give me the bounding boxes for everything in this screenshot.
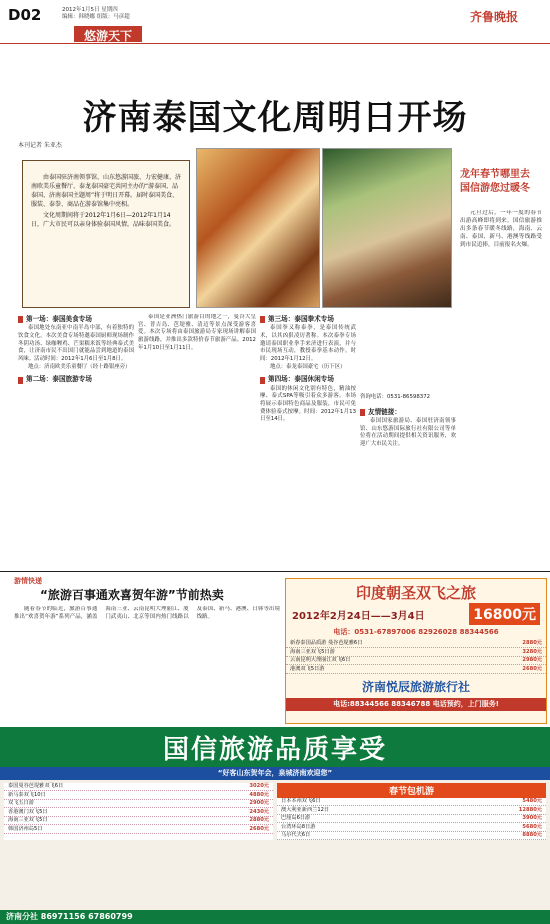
- friendly-link-heading: [360, 408, 456, 417]
- route-row: [4, 825, 273, 834]
- route-price: 5480元: [522, 798, 542, 805]
- route-row: [286, 657, 546, 666]
- route-name: 新春泰国品质游 曼谷芭堤雅6日: [290, 640, 363, 647]
- article-col-4: [360, 314, 456, 568]
- route-price: 3280元: [522, 648, 542, 655]
- route-price: 2900元: [249, 800, 269, 807]
- section-heading-3-label: 第三场：泰国拳术专场: [268, 315, 334, 323]
- route-price: 2980元: [522, 657, 542, 664]
- side-headline: 龙年春节哪里去 国信游您过暖冬: [460, 169, 530, 194]
- section-heading-1: [18, 315, 134, 324]
- route-price: 2680元: [249, 825, 269, 832]
- side-column: [460, 210, 542, 568]
- route-name: 双飞五日游: [8, 800, 34, 807]
- ad2-title: 国信旅游品质享受: [162, 734, 387, 765]
- travel-text: [14, 606, 280, 722]
- route-price: 5680元: [522, 823, 542, 830]
- route-row: [4, 800, 273, 809]
- article-headline: 济南泰国文化周明日开场: [82, 98, 468, 138]
- section-heading-2-label: 第二场：泰国旅游专场: [26, 375, 92, 384]
- section-title: 悠游天下: [74, 26, 142, 42]
- route-name: 云南昆明大理丽江双飞6日: [290, 657, 351, 664]
- heading-marker: [260, 377, 265, 384]
- page-meta: [62, 7, 130, 21]
- section-1-text: 泰国地处东南亚中南半岛中部，有着独特的饮食文化。本次美食专场特邀泰国厨师现场制作冬阴功汤、绿咖喱鸡、芒果糯米饭等经典泰式美食，让济南市民不出国门就能品尝到地道的泰国风味。活动时间：2012年1月6日至1月8日。: [18, 325, 134, 363]
- lead-text: 由泰国驻济南领事馆、山东悠游国旅、力宏健康、济南欧美乐童餐厅、泰龙泰国豪宅共同主办的“游泰国、品泰国、济南泰国主题周”将于明日开幕。届时泰国美食、服装、泰拳、商品在游泰馆集中亮相。: [31, 174, 182, 208]
- section-2-text: 泰国是亚洲热门旅游目的地之一，曼谷大皇宫、普吉岛、芭堤雅、清迈等景点深受游客喜爱。本次专场将由泰国旅游局专家现场讲解泰国旅游线路，并推出多款特价春节旅游产品。2012年1月10日至1月11日。: [138, 314, 256, 351]
- ad1-agency: 济南悦辰旅游旅行社: [361, 679, 470, 694]
- section-3-address: 地点：泰龙泰国豪宅（历下区）: [270, 363, 346, 370]
- route-row: [4, 791, 273, 800]
- food-photo: [196, 148, 320, 308]
- ad1-price: 16800元: [469, 603, 540, 625]
- friendly-link-label: 友情链接：: [368, 407, 401, 416]
- section-4-text: 泰国的休闲文化别有特色，精油按摩、泰式SPA等吸引着众多游客。本场将展示泰国特色商品及服装，市民可免费体验泰式按摩。时间：2012年1月13日至14日。: [260, 385, 356, 423]
- side-text: 元旦过后，一年一度的春节出游高峰即将到来。国信旅游推出多条春节暖冬线路，海南、云南、泰国、新马、港澳等线路受到市民追捧，目前报名火爆。: [460, 210, 542, 248]
- route-name: 泰国曼谷芭堤雅双飞6日: [8, 783, 64, 790]
- route-name: 港澳双飞5日游: [290, 665, 325, 672]
- route-price: 2680元: [522, 665, 542, 672]
- route-row: [286, 665, 546, 674]
- friendly-link-text: 泰国国家旅游局、泰国驻济南领事馆、山东悠游国际旅行社有限公司等单位将在活动期间提供相关资讯服务，欢迎广大市民关注。: [360, 418, 456, 448]
- ad2-left-list: [4, 783, 273, 841]
- section-divider: [0, 571, 550, 572]
- heading-marker: [360, 409, 365, 416]
- section-heading-4-label: 第四场：泰国休闲专场: [268, 375, 334, 384]
- ad1-dates: 2012年2月24日——3月4日: [292, 610, 425, 622]
- route-name: 海南三亚双飞5日游: [290, 648, 335, 655]
- route-row: [277, 806, 546, 815]
- section-heading-2: [18, 375, 134, 384]
- route-name: 海南三亚双飞5日: [8, 817, 48, 824]
- article-col-2: [138, 314, 256, 568]
- route-name: 台湾环岛8日游: [281, 823, 316, 830]
- ad2-bottom-phone: 济南分社 86971156 67860799: [0, 910, 550, 924]
- article-col-3: [260, 314, 356, 568]
- ad1-route-list: [286, 640, 546, 674]
- article-byline: 本刊记者 朱亚杰: [18, 142, 62, 149]
- route-price: 2430元: [249, 808, 269, 815]
- route-name: 香港澳门双飞5日: [8, 808, 48, 815]
- lead-text-2: 文化周期间将于2012年1月6日—2012年1月14日，广大市民可以亲身体验泰国风情，品味泰国美食。: [31, 212, 176, 228]
- ad1-title: 印度朝圣双飞之旅: [355, 584, 476, 602]
- muay-thai-photo: [322, 148, 452, 308]
- route-price: 2880元: [522, 640, 542, 647]
- route-name: 新马泰双飞10日: [8, 791, 46, 798]
- route-name: 韩国济州岛5日: [8, 825, 43, 832]
- ad1-date-row: [286, 603, 546, 625]
- route-price: 3900元: [522, 815, 542, 822]
- section-3-text: 泰国拳又称泰拳，是泰国传统武术，以其凶狠凌厉著称。本次泰拳专场邀请泰国职业拳手来济进行表演，并与市民现场互动，教授泰拳基本动作。时间：2012年1月12日。: [260, 325, 356, 363]
- newspaper-logo: 齐鲁晚报: [470, 10, 519, 24]
- section-heading-4: [260, 375, 356, 384]
- section-heading-1-label: 第一场：泰国美食专场: [26, 315, 92, 323]
- ad2-slogan: “好客山东贺年会，泉城济南欢迎您”: [0, 767, 550, 780]
- route-row: [277, 823, 546, 832]
- route-row: [4, 783, 273, 792]
- guoxin-travel-ad: [0, 727, 550, 924]
- route-price: 3020元: [249, 783, 269, 790]
- travel-headline: “旅游百事通欢喜贺年游”节前热卖: [40, 588, 224, 602]
- travel-body: 随着春节的临近，旅游百事通推出“欢喜贺年游”系列产品，涵盖海南三亚、云南昆明大理丽江、厦门武夷山、北京等国内热门线路以及泰国、新马、港澳、日韩等出境线路。: [14, 606, 280, 620]
- ad2-right-list: [277, 798, 546, 841]
- route-price: 2880元: [249, 817, 269, 824]
- page-date: 2012年1月5日 星期四: [62, 7, 118, 13]
- article-col-1: [18, 314, 134, 568]
- route-row: [277, 798, 546, 807]
- ad2-body: [0, 780, 550, 844]
- ad1-phone: 电话：0531-67897006 82926028 88344566: [333, 628, 499, 636]
- route-row: [277, 815, 546, 824]
- section-heading-3: [260, 315, 356, 324]
- route-row: [4, 817, 273, 826]
- route-price: 8880元: [522, 832, 542, 839]
- route-row: [4, 808, 273, 817]
- route-name: 日本本州双飞6日: [281, 798, 321, 805]
- route-price: 12880元: [518, 806, 542, 813]
- section-1-address: 地点：济南欧美乐童餐厅（经十路银座旁）: [28, 363, 131, 370]
- lead-box: [22, 160, 190, 308]
- route-name: 澳大利亚新西兰12日: [281, 806, 330, 813]
- travel-tag: 游情快递: [14, 577, 42, 585]
- ad2-tour-title: 春节包机游: [277, 783, 546, 798]
- heading-marker: [260, 316, 265, 323]
- ad2-right-panel: [277, 783, 546, 841]
- heading-marker: [18, 377, 23, 384]
- india-pilgrimage-ad: [285, 578, 547, 724]
- contact-line: 咨询电话：0531-86598372: [360, 394, 431, 400]
- route-row: [277, 832, 546, 841]
- route-price: 4880元: [249, 791, 269, 798]
- route-row: [286, 640, 546, 649]
- heading-marker: [18, 316, 23, 323]
- page-number: D02: [8, 6, 42, 24]
- route-name: 巴厘岛6日游: [281, 815, 311, 822]
- ad1-tel: 电话:88344566 88346788 电话预约，上门服务!: [286, 698, 546, 711]
- route-name: 马尔代夫6日: [281, 832, 311, 839]
- page-editor: 编辑：韩晓娜 组版：马彦超: [62, 14, 130, 21]
- ad2-banner: [0, 727, 550, 767]
- route-row: [286, 648, 546, 657]
